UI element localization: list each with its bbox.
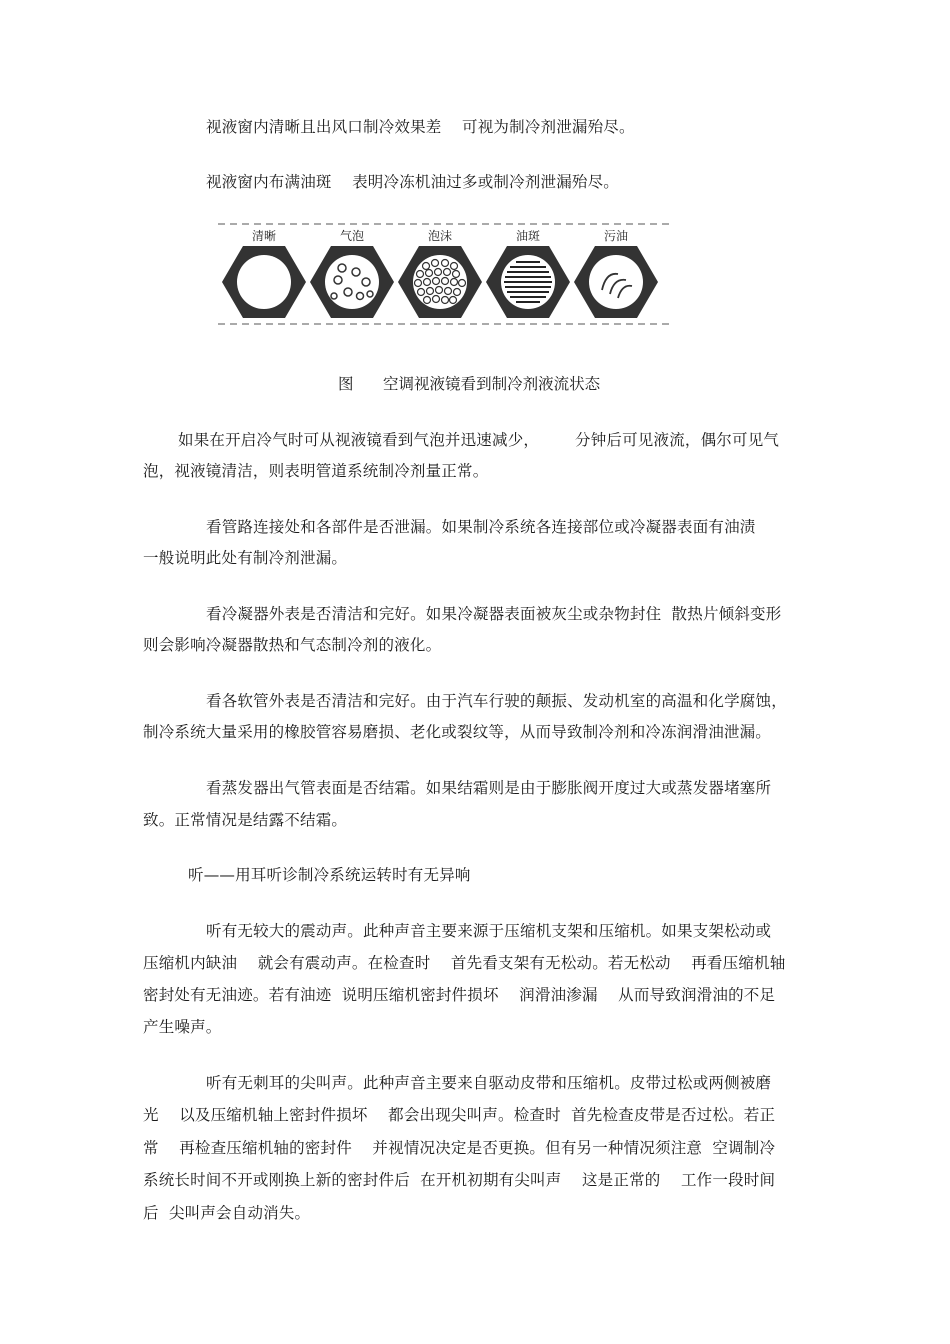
text-line-19: 光 以及压缩机轴上密封件损坏 都会出现尖叫声。检查时 首先检查皮带是否过松。若正 (143, 1106, 776, 1124)
sight-glass-figure (218, 218, 674, 330)
label-foam: 泡沫 (427, 229, 453, 243)
label-oil-spots: 油斑 (515, 229, 541, 243)
sight-glass-oil-spots-icon (486, 246, 570, 318)
text-line-2: 视液窗内布满油斑 表明冷冻机油过多或制冷剂泄漏殆尽。 (206, 173, 620, 191)
text-line-9: 看各软管外表是否清洁和完好。由于汽车行驶的颠振、发动机室的高温和化学腐蚀， (206, 692, 787, 710)
text-line-18: 听有无刺耳的尖叫声。此种声音主要来自驱动皮带和压缩机。皮带过松或两侧被磨 (206, 1074, 772, 1092)
sight-glass-foam-icon (398, 246, 482, 318)
text-line-12: 致。正常情况是结露不结霜。 (143, 811, 348, 829)
label-bubbles: 气泡 (339, 229, 365, 243)
text-line-15: 压缩机内缺油 就会有震动声。在检查时 首先看支架有无松动。若无松动 再看压缩机轴 (143, 954, 786, 972)
text-line-21: 系统长时间不开或刚换上新的密封件后 在开机初期有尖叫声 这是正常的 工作一段时间 (143, 1171, 776, 1189)
text-line-3: 如果在开启冷气时可从视液镜看到气泡并迅速减少， 分钟后可见液流，偶尔可见气 (178, 431, 780, 449)
text-line-16: 密封处有无油迹。若有油迹 说明压缩机密封件损坏 润滑油渗漏 从而导致润滑油的不足 (143, 986, 776, 1004)
text-line-14: 听有无较大的震动声。此种声音主要来源于压缩机支架和压缩机。如果支架松动或 (206, 922, 772, 940)
text-line-20: 常 再检查压缩机轴的密封件 并视情况决定是否更换。但有另一种情况须注意 空调制冷 (143, 1139, 776, 1157)
sight-glass-bubbles-icon (310, 246, 394, 318)
text-line-11: 看蒸发器出气管表面是否结霜。如果结霜则是由于膨胀阀开度过大或蒸发器堵塞所 (206, 779, 772, 797)
label-dirty-oil: 污油 (603, 229, 629, 243)
text-line-22: 后 尖叫声会自动消失。 (143, 1204, 311, 1222)
text-line-17: 产生噪声。 (143, 1018, 222, 1036)
text-line-10: 制冷系统大量采用的橡胶管容易磨损、老化或裂纹等，从而导致制冷剂和冷冻润滑油泄漏。 (143, 723, 772, 741)
text-line-7: 看冷凝器外表是否清洁和完好。如果冷凝器表面被灰尘或杂物封住 散热片倾斜变形 (206, 605, 782, 623)
figure-caption: 图 空调视液镜看到制冷剂液流状态 (338, 375, 601, 393)
label-clear: 清晰 (251, 229, 277, 243)
text-line-5: 看管路连接处和各部件是否泄漏。如果制冷系统各连接部位或冷凝器表面有油渍 (206, 518, 756, 536)
sight-glass-clear-icon (222, 246, 306, 318)
text-line-6: 一般说明此处有制冷剂泄漏。 (143, 549, 348, 567)
sight-glass-dirty-oil-icon (574, 246, 658, 318)
section-heading-listen: 听——用耳听诊制冷系统运转时有无异响 (188, 866, 471, 884)
text-line-4: 泡，视液镜清洁，则表明管道系统制冷剂量正常。 (143, 462, 489, 480)
text-line-1: 视液窗内清晰且出风口制冷效果差 可视为制冷剂泄漏殆尽。 (206, 118, 635, 136)
text-line-8: 则会影响冷凝器散热和气态制冷剂的液化。 (143, 636, 442, 654)
